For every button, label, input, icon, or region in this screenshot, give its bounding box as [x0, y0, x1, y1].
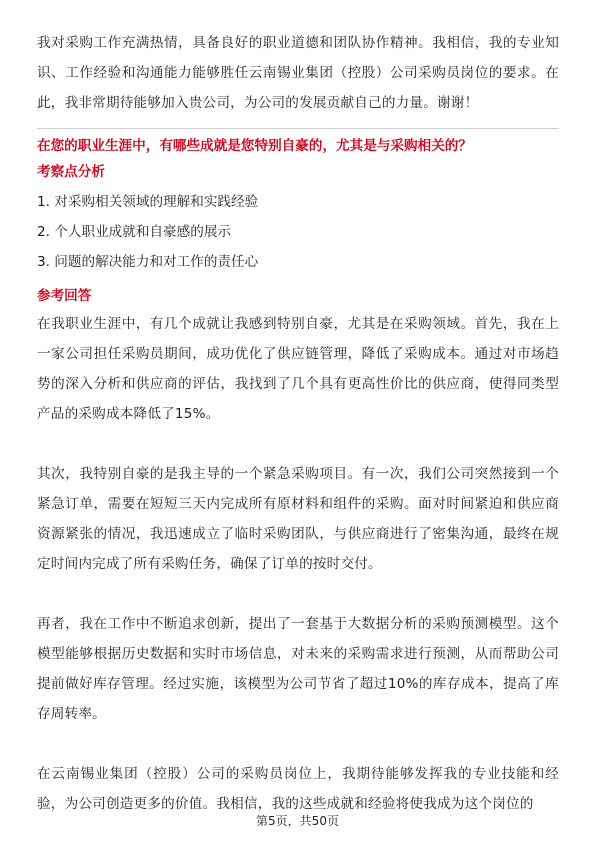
list-item: 1. 对采购相关领域的理解和实践经验 — [37, 194, 259, 210]
list-item: 2. 个人职业成就和自豪感的展示 — [37, 224, 232, 240]
answer-paragraph: 在我职业生涯中，有几个成就让我感到特别自豪，尤其是在采购领域。首先，我在上一家公司担任采购员期间，成功优化了供应链管理，降低了采购成本。通过对市场趋势的深入分析和供应商的评估，我找到了几个具有更高性价比的供应商，使得同类型产品的采购成本降低了15%。 — [37, 316, 559, 422]
paragraph-gap — [37, 579, 559, 609]
paragraph-gap — [37, 729, 559, 759]
intro-paragraph: 我对采购工作充满热情，具备良好的职业道德和团队协作精神。我相信，我的专业知识、工作经验和沟通能力能够胜任云南锡业集团（控股）公司采购员岗位的要求。在此，我非常期待能够加入贵公司，为公司的发展贡献自己的力量。谢谢！ — [37, 35, 559, 111]
answer-paragraph: 在云南锡业集团（控股）公司的采购员岗位上，我期待能够发挥我的专业技能和经验，为公司创造更多的价值。我相信，我的这些成就和经验将使我成为这个岗位的 — [37, 766, 559, 812]
list-item: 3. 问题的解决能力和对工作的责任心 — [37, 254, 259, 270]
page-indicator: 第5页，共50页 — [256, 814, 339, 828]
analysis-label: 考察点分析 — [37, 164, 105, 180]
paragraph-gap — [37, 429, 559, 459]
answer-label: 参考回答 — [37, 288, 92, 304]
divider — [37, 128, 559, 129]
analysis-list — [37, 187, 559, 277]
answer-paragraph: 再者，我在工作中不断追求创新，提出了一套基于大数据分析的采购预测模型。这个模型能够根据历史数据和实时市场信息，对未来的采购需求进行预测，从而帮助公司提前做好库存管理。经过实施，该模型为公司节省了超过10%的库存成本，提高了库存周转率。 — [37, 616, 559, 722]
document-page — [37, 28, 559, 819]
answer-paragraph: 其次，我特别自豪的是我主导的一个紧急采购项目。有一次，我们公司突然接到一个紧急订单，需要在短短三天内完成所有原材料和组件的采购。面对时间紧迫和供应商资源紧张的情况，我迅速成立了临时采购团队，与供应商进行了密集沟通，最终在规定时间内完成了所有采购任务，确保了订单的按时交付。 — [37, 466, 559, 572]
question-heading: 在您的职业生涯中，有哪些成就是您特别自豪的，尤其是与采购相关的？ — [37, 138, 472, 154]
